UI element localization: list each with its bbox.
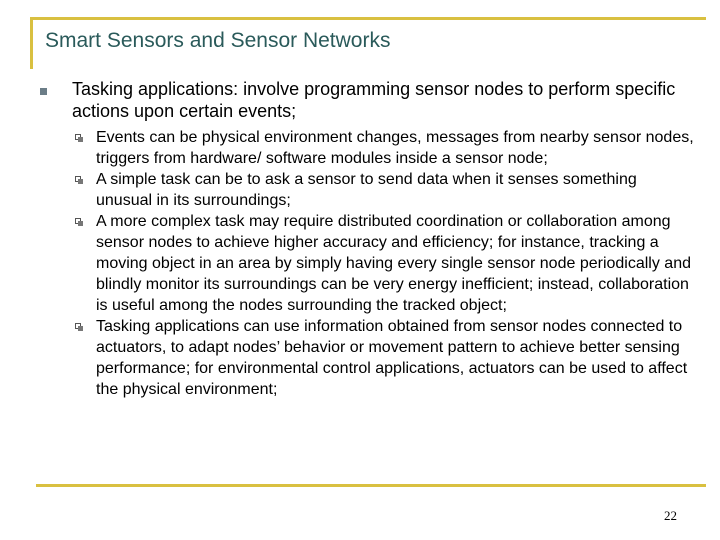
footer-rule — [36, 484, 706, 487]
sub-bullet-item — [74, 316, 694, 400]
sub-bullet-item — [74, 211, 694, 316]
hollow-square-bullet-icon — [75, 176, 81, 182]
hollow-square-bullet-icon — [75, 218, 81, 224]
sub-bullet-text: A simple task can be to ask a sensor to send data when it senses something unusual in its surroundings; — [96, 171, 637, 209]
title-frame-top-rule — [30, 17, 706, 20]
slide-title: Smart Sensors and Sensor Networks — [45, 29, 391, 52]
sub-bullet-item — [74, 169, 694, 211]
sub-bullet-item — [74, 127, 694, 169]
sub-bullet-text: A more complex task may require distributed coordination or collaboration among sensor nodes to achieve higher accuracy and efficiency; for instance, tracking a moving object in an area by simply having every single sensor node periodically and blindly monitor its surroundings can be very energy inefficient; instead, collaboration is useful among the nodes surrounding the tracked object; — [96, 213, 691, 314]
page-number: 22 — [664, 508, 677, 523]
main-bullet-text: Tasking applications: involve programming sensor nodes to perform specific actions upon certain events; — [72, 79, 676, 121]
sub-bullet-text: Tasking applications can use information obtained from sensor nodes connected to actuators, to adapt nodes’ behavior or movement pattern to achieve better sensing performance; for environmental control applications, actuators can be used to affect the physical environment; — [96, 318, 688, 398]
hollow-square-bullet-icon — [75, 134, 81, 140]
square-bullet-icon — [40, 88, 47, 95]
hollow-square-bullet-icon — [75, 323, 81, 329]
title-frame-left-rule — [30, 17, 33, 69]
sub-bullet-text: Events can be physical environment changes, messages from nearby sensor nodes, triggers from hardware/ software modules inside a sensor node; — [96, 129, 694, 167]
sub-bullet-list — [74, 127, 694, 400]
